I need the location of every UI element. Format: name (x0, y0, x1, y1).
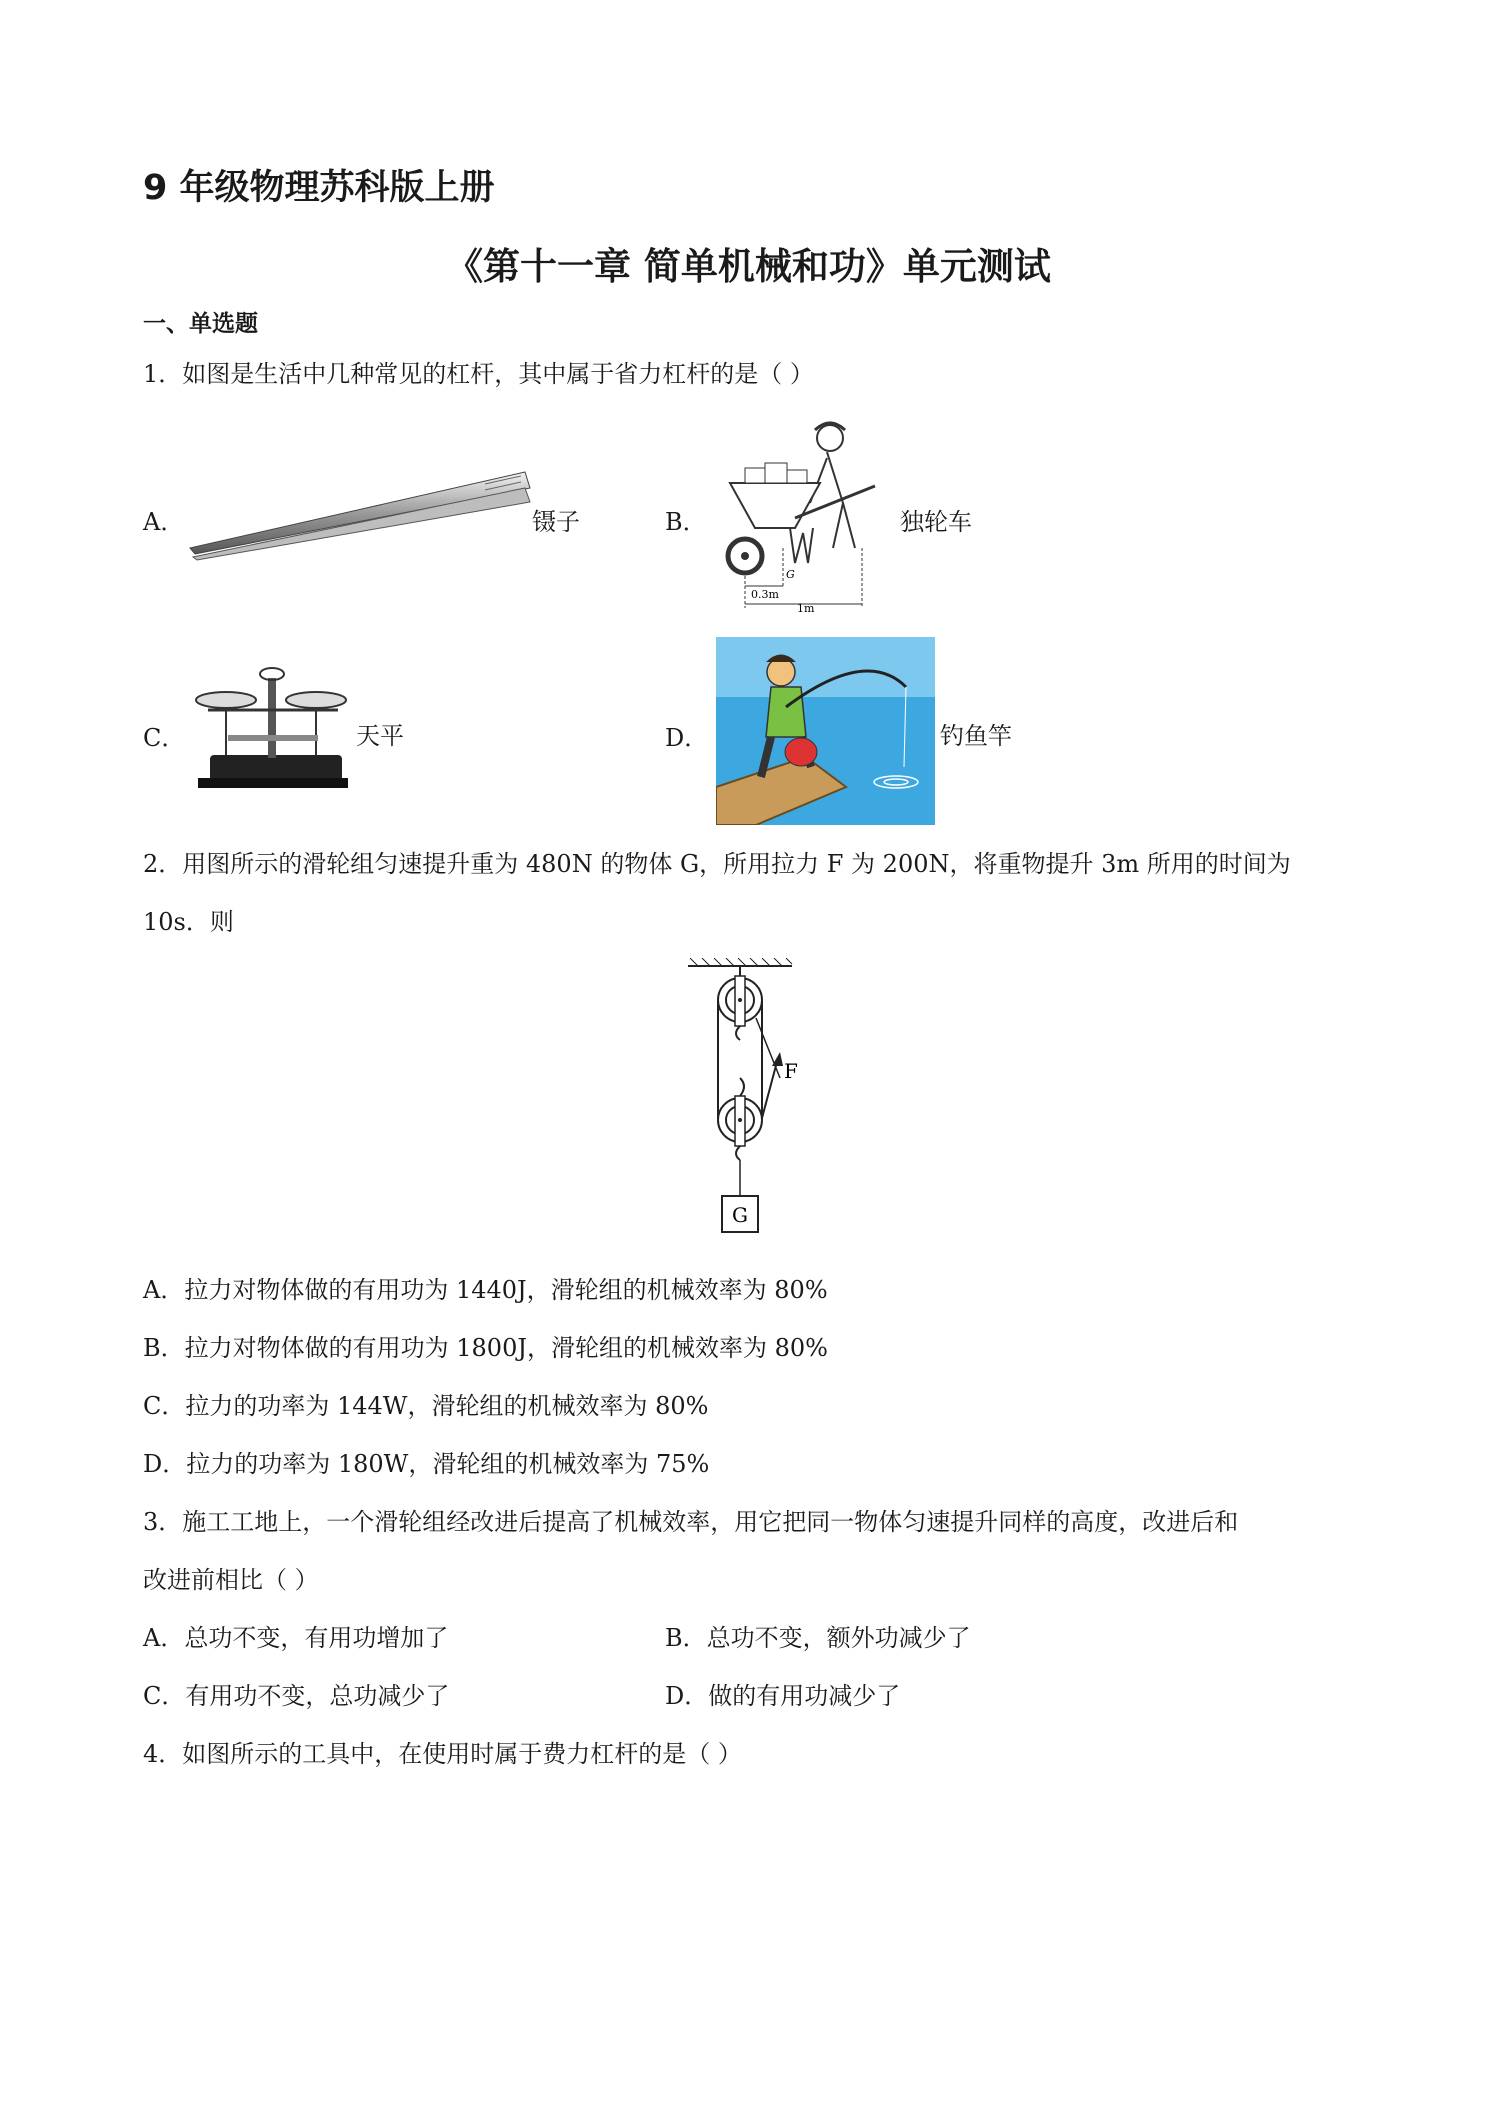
q2-option-d: D．拉力的功率为 180W，滑轮组的机械效率为 75% (143, 1450, 710, 1478)
q1-option-a-caption: 镊子 (532, 508, 580, 536)
q1-option-a-letter: A． (143, 508, 185, 536)
page-title: 9 年级物理苏科版上册 (143, 168, 495, 208)
weight-label: G (732, 1203, 748, 1227)
tweezers-image (185, 462, 535, 572)
wheelbarrow-image (715, 408, 915, 613)
q3-option-d: D．做的有用功减少了 (665, 1682, 901, 1710)
force-label: F (784, 1059, 798, 1083)
question-1-stem: 1．如图是生活中几种常见的杠杆，其中属于省力杠杆的是（ ） (143, 360, 814, 388)
question-3-stem-line1: 3．施工工地上，一个滑轮组经改进后提高了机械效率，用它把同一物体匀速提升同样的高度，改进后和 (143, 1508, 1239, 1536)
question-3-stem-line2: 改进前相比（ ） (143, 1566, 319, 1594)
q1-option-d-caption: 钓鱼竿 (940, 722, 1012, 750)
wheelbarrow-long-arm-label: 1m (797, 602, 815, 613)
question-2-stem-line1: 2．用图所示的滑轮组匀速提升重为 480N 的物体 G，所用拉力 F 为 200N，将重物提升 3m 所用的时间为 (143, 850, 1291, 878)
q3-option-a: A．总功不变，有用功增加了 (143, 1624, 449, 1652)
question-4-stem: 4．如图所示的工具中，在使用时属于费力杠杆的是（ ） (143, 1740, 742, 1768)
q2-option-b: B．拉力对物体做的有用功为 1800J，滑轮组的机械效率为 80% (143, 1334, 828, 1362)
section-heading: 一、单选题 (143, 311, 258, 337)
wheelbarrow-short-arm-label: 0.3m (751, 588, 779, 601)
q1-option-c-letter: C． (143, 724, 186, 752)
q1-option-c-caption: 天平 (356, 722, 404, 750)
question-2-stem-line2: 10s．则 (143, 908, 234, 936)
balance-image (188, 660, 356, 795)
q1-option-b-caption: 独轮车 (900, 508, 972, 536)
q1-option-b-letter: B． (665, 508, 707, 536)
q2-option-c: C．拉力的功率为 144W，滑轮组的机械效率为 80% (143, 1392, 709, 1420)
page-subtitle: 《第十一章 简单机械和功》单元测试 (446, 245, 1051, 288)
q3-option-b: B．总功不变，额外功减少了 (665, 1624, 971, 1652)
q3-option-c: C．有用功不变，总功减少了 (143, 1682, 450, 1710)
wheelbarrow-g-label: G (786, 568, 795, 581)
pulley-system-image (680, 958, 810, 1238)
fishing-rod-image (716, 637, 935, 825)
q1-option-d-letter: D． (665, 724, 709, 752)
q2-option-a: A．拉力对物体做的有用功为 1440J，滑轮组的机械效率为 80% (143, 1276, 828, 1304)
